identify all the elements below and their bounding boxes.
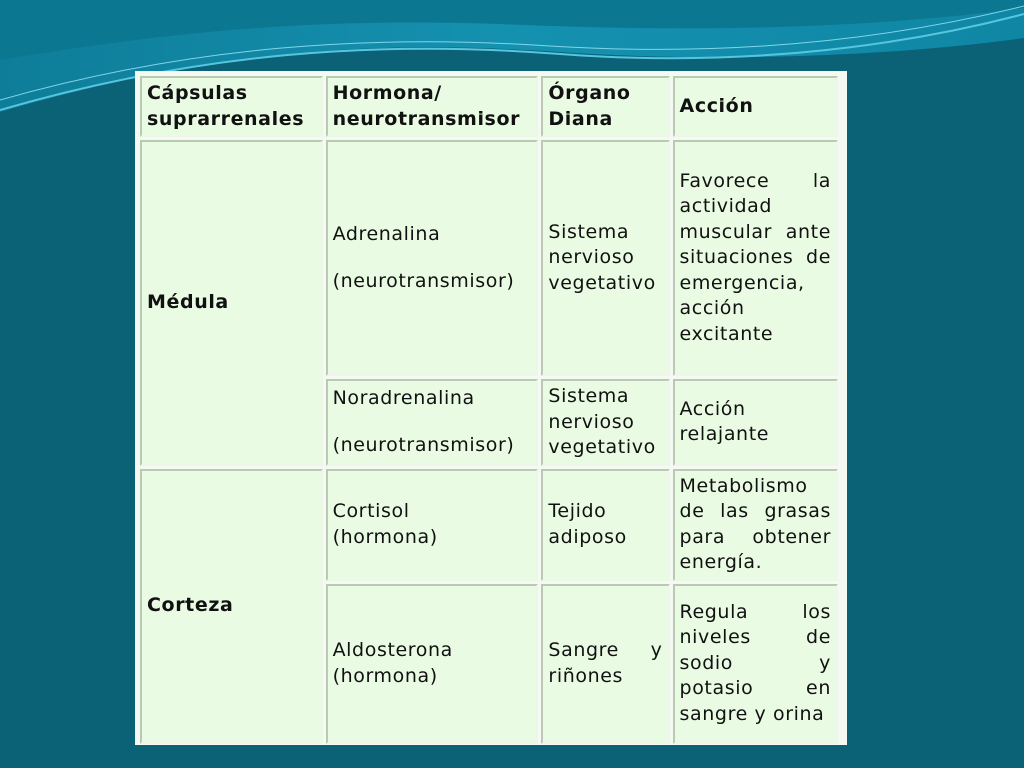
- hormona-name: Cortisol: [332, 500, 410, 522]
- header-row: [140, 76, 838, 137]
- header-organo: Órgano Diana: [541, 76, 669, 137]
- hormona-type: (neurotransmisor): [332, 269, 515, 292]
- accion-cell: Acción relajante: [673, 379, 838, 466]
- organo-cell: Sistema nervioso vegetativo: [541, 140, 669, 376]
- accion-cell: Regula los niveles de sodio y potasio en sangre y orina: [673, 584, 838, 744]
- hormona-name: Aldosterona: [332, 639, 453, 661]
- hormona-cell: [326, 584, 539, 744]
- accion-cell: Metabolismo de las grasas para obtener energía.: [673, 469, 838, 581]
- hormona-cell: [326, 140, 539, 376]
- table-row: [140, 140, 838, 376]
- hormona-name: Adrenalina: [332, 223, 441, 245]
- header-hormona: Hormona/ neurotransmisor: [326, 76, 539, 137]
- hormona-cell: [326, 469, 539, 581]
- hormona-type: (hormona): [332, 525, 438, 548]
- header-accion: Acción: [673, 76, 838, 137]
- adrenal-hormones-table: [137, 73, 841, 747]
- table-row: [140, 469, 838, 581]
- hormona-type: (neurotransmisor): [332, 433, 515, 456]
- hormona-type: (hormona): [332, 664, 438, 687]
- table-panel: [135, 71, 847, 745]
- accion-cell: Favorece la actividad muscular ante situaciones de emergencia, acción excitante: [673, 140, 838, 376]
- header-capsulas: Cápsulas suprarrenales: [140, 76, 323, 137]
- hormona-cell: [326, 379, 539, 466]
- row-label-corteza: Corteza: [140, 469, 323, 744]
- organo-cell: Sangre y riñones: [541, 584, 669, 744]
- organo-cell: Sistema nervioso vegetativo: [541, 379, 669, 466]
- organo-cell: Tejido adiposo: [541, 469, 669, 581]
- row-label-medula: Médula: [140, 140, 323, 466]
- hormona-name: Noradrenalina: [332, 387, 475, 410]
